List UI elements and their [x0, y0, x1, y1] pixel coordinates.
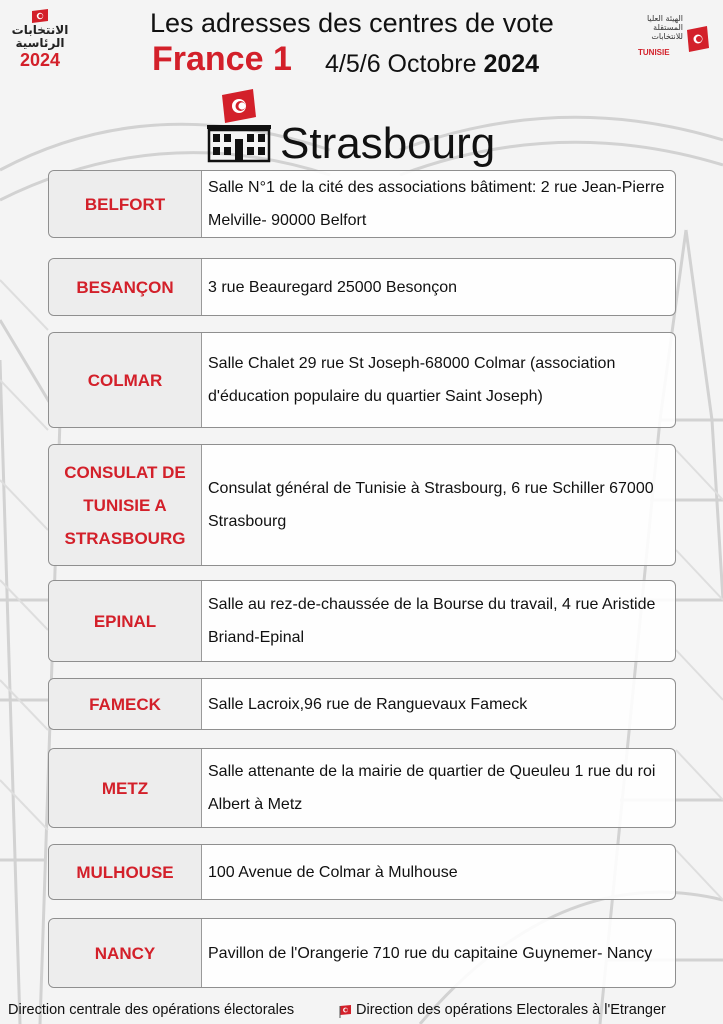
table-row: [48, 748, 676, 828]
center-name: CONSULAT DE TUNISIE A STRASBOURG: [49, 445, 202, 565]
center-address: Pavillon de l'Orangerie 710 rue du capitaine Guynemer- Nancy: [208, 944, 653, 962]
logo-year: 2024: [19, 50, 61, 70]
table-row: [48, 170, 676, 238]
center-name: MULHOUSE: [49, 845, 202, 899]
city-name: Strasbourg: [280, 119, 496, 168]
city-heading: [205, 85, 525, 175]
center-address: Salle Lacroix,96 rue de Ranguevaux Fameck: [208, 695, 528, 713]
tunisia-flag-icon: [339, 1004, 353, 1018]
tunisia-flag-icon: [685, 24, 711, 54]
center-address: 3 rue Beauregard 25000 Besonçon: [208, 278, 458, 296]
dates-prefix: 4/5/6 Octobre: [325, 50, 484, 78]
tunisia-flag-icon: [30, 8, 50, 24]
center-address: Salle Chalet 29 rue St Joseph-68000 Colmar (association d'éducation populaire du quartier Saint Joseph): [208, 355, 616, 405]
page-title: Les adresses des centres de vote: [150, 8, 554, 38]
presidential-election-logo: [10, 8, 70, 78]
center-name: NANCY: [49, 919, 202, 987]
center-address: Salle au rez-de-chaussée de la Bourse du travail, 4 rue Aristide Briand-Epinal: [208, 596, 656, 646]
dates-year: 2024: [483, 50, 540, 78]
table-row: [48, 844, 676, 900]
table-row: [48, 444, 676, 566]
isie-logo-arabic: الهيئة العليا المستقلة للانتخابات: [646, 14, 683, 41]
footer-right-text: Direction des opérations Electorales à l'Etranger: [356, 1002, 666, 1018]
center-address: 100 Avenue de Colmar à Mulhouse: [208, 863, 458, 881]
footer-left-text: Direction centrale des opérations électorales: [8, 1002, 295, 1018]
logo-arabic-line1: الانتخابات: [11, 23, 69, 37]
center-address: Salle attenante de la mairie de quartier de Queuleu 1 rue du roi Albert à Metz: [208, 763, 656, 813]
building-icon: [207, 125, 271, 163]
table-row: [48, 580, 676, 662]
table-row: [48, 258, 676, 316]
page-footer: [0, 998, 723, 1024]
center-address: Consulat général de Tunisie à Strasbourg, 6 rue Schiller 67000 Strasbourg: [208, 480, 654, 530]
center-name: BESANÇON: [49, 259, 202, 315]
isie-logo-latin: TUNISIE: [638, 48, 670, 57]
election-dates: [325, 50, 539, 79]
center-name: COLMAR: [49, 333, 202, 427]
center-name: METZ: [49, 749, 202, 827]
tunisia-flag-icon: [219, 87, 259, 125]
center-name: BELFORT: [49, 171, 202, 237]
center-address: Salle N°1 de la cité des associations bâtiment: 2 rue Jean-Pierre Melville- 90000 Belfort: [208, 179, 665, 229]
table-row: [48, 678, 676, 730]
isie-logo: [633, 14, 713, 74]
table-row: [48, 918, 676, 988]
table-row: [48, 332, 676, 428]
center-name: EPINAL: [49, 581, 202, 661]
logo-arabic-line2: الرئاسية: [15, 36, 65, 50]
center-name: FAMECK: [49, 679, 202, 729]
region-title: France 1: [152, 40, 292, 78]
